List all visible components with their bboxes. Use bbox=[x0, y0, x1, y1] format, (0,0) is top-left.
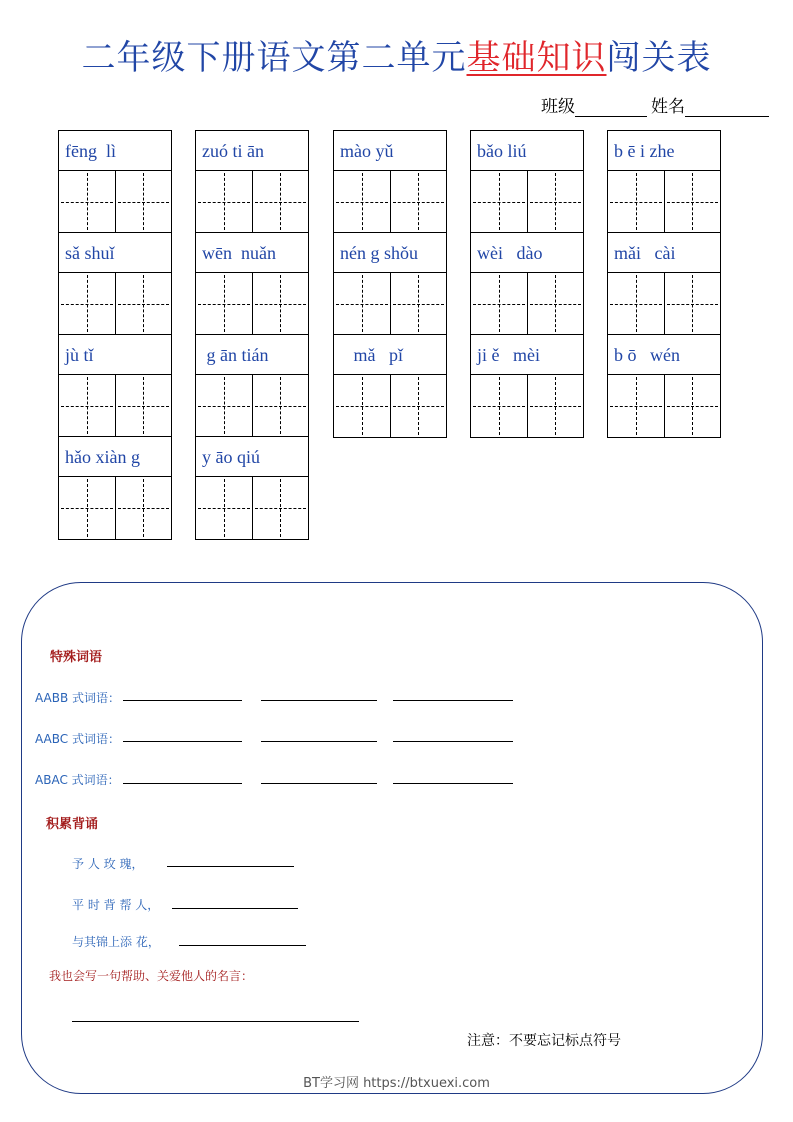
writing-box-pair bbox=[59, 171, 171, 233]
writing-square[interactable] bbox=[471, 273, 527, 334]
aabc-blank-2[interactable] bbox=[261, 741, 377, 742]
writing-square[interactable] bbox=[196, 375, 252, 436]
writing-square[interactable] bbox=[334, 171, 390, 232]
writing-square[interactable] bbox=[334, 375, 390, 437]
aabb-blank-3[interactable] bbox=[393, 700, 513, 701]
writing-box-pair bbox=[196, 273, 308, 335]
recite-title: 积累背诵 bbox=[46, 817, 99, 832]
word-column bbox=[607, 130, 721, 438]
writing-box-pair bbox=[196, 477, 308, 539]
writing-square[interactable] bbox=[390, 375, 447, 437]
writing-square[interactable] bbox=[196, 171, 252, 232]
quote-blank[interactable] bbox=[72, 1021, 359, 1022]
writing-square[interactable] bbox=[664, 375, 721, 437]
footer-watermark: BT学习网 https://btxuexi.com bbox=[303, 1076, 490, 1091]
writing-square[interactable] bbox=[59, 273, 115, 334]
recite-line-1: 予 人 玫 瑰， bbox=[72, 857, 144, 871]
writing-square[interactable] bbox=[59, 171, 115, 232]
writing-box-pair bbox=[334, 273, 446, 335]
name-label: 姓名 bbox=[651, 97, 685, 117]
pinyin-label: mào yǔ bbox=[334, 131, 446, 171]
writing-square[interactable] bbox=[527, 375, 584, 437]
writing-square[interactable] bbox=[59, 477, 115, 539]
recite-line-3: 与其锦上添 花， bbox=[72, 935, 160, 949]
abac-blank-2[interactable] bbox=[261, 783, 377, 784]
writing-box-pair bbox=[334, 375, 446, 437]
pinyin-label: zuó ti ān bbox=[196, 131, 308, 171]
writing-square[interactable] bbox=[252, 273, 309, 334]
aabb-blank-2[interactable] bbox=[261, 700, 377, 701]
writing-square[interactable] bbox=[390, 273, 447, 334]
pinyin-label: fēng lì bbox=[59, 131, 171, 171]
writing-square[interactable] bbox=[390, 171, 447, 232]
quote-prompt: 我也会写一句帮助、关爱他人的名言： bbox=[49, 969, 254, 983]
word-column bbox=[58, 130, 172, 540]
recite-blank-2[interactable] bbox=[172, 908, 298, 909]
recite-blank-3[interactable] bbox=[179, 945, 306, 946]
aabc-blank-1[interactable] bbox=[123, 741, 242, 742]
word-column bbox=[470, 130, 584, 438]
writing-square[interactable] bbox=[196, 477, 252, 539]
writing-box-pair bbox=[334, 171, 446, 233]
aabb-label: AABB 式词语： bbox=[35, 691, 121, 705]
writing-square[interactable] bbox=[59, 375, 115, 436]
writing-square[interactable] bbox=[608, 171, 664, 232]
abac-blank-1[interactable] bbox=[123, 783, 242, 784]
writing-box-pair bbox=[196, 375, 308, 437]
writing-box-pair bbox=[59, 273, 171, 335]
title-highlight: 基础知识 bbox=[466, 38, 607, 78]
aabb-blank-1[interactable] bbox=[123, 700, 242, 701]
pinyin-label: wēn nuǎn bbox=[196, 233, 308, 273]
writing-square[interactable] bbox=[115, 171, 172, 232]
aabc-label: AABC 式词语： bbox=[35, 732, 120, 746]
pinyin-label: nén g shǒu bbox=[334, 233, 446, 273]
writing-square[interactable] bbox=[471, 171, 527, 232]
page-title bbox=[0, 30, 793, 79]
writing-box-pair bbox=[196, 171, 308, 233]
writing-square[interactable] bbox=[527, 273, 584, 334]
title-prefix: 二年级下册语文第二单元 bbox=[81, 38, 467, 78]
recite-line-2: 平 时 背 帮 人， bbox=[72, 898, 160, 912]
pinyin-label: mǎi cài bbox=[608, 233, 720, 273]
writing-square[interactable] bbox=[664, 273, 721, 334]
pinyin-label: b ē i zhe bbox=[608, 131, 720, 171]
abac-blank-3[interactable] bbox=[393, 783, 513, 784]
writing-square[interactable] bbox=[664, 171, 721, 232]
writing-square[interactable] bbox=[608, 273, 664, 334]
pinyin-label: bǎo liú bbox=[471, 131, 583, 171]
writing-square[interactable] bbox=[115, 375, 172, 436]
writing-square[interactable] bbox=[115, 273, 172, 334]
writing-box-pair bbox=[59, 477, 171, 539]
writing-box-pair bbox=[608, 273, 720, 335]
writing-square[interactable] bbox=[252, 375, 309, 436]
pinyin-label: wèi dào bbox=[471, 233, 583, 273]
pinyin-label: ji ě mèi bbox=[471, 335, 583, 375]
title-suffix: 闯关表 bbox=[606, 38, 712, 78]
punctuation-note: 注意：不要忘记标点符号 bbox=[467, 1033, 621, 1049]
pinyin-label: y āo qiú bbox=[196, 437, 308, 477]
writing-square[interactable] bbox=[252, 171, 309, 232]
writing-square[interactable] bbox=[527, 171, 584, 232]
aabc-blank-3[interactable] bbox=[393, 741, 513, 742]
pinyin-label: hǎo xiàn g bbox=[59, 437, 171, 477]
class-blank[interactable] bbox=[575, 98, 647, 117]
recite-blank-1[interactable] bbox=[167, 866, 294, 867]
writing-box-pair bbox=[471, 375, 583, 437]
writing-square[interactable] bbox=[115, 477, 172, 539]
abac-label: ABAC 式词语： bbox=[35, 773, 120, 787]
class-label: 班级 bbox=[541, 97, 575, 117]
writing-square[interactable] bbox=[334, 273, 390, 334]
writing-box-pair bbox=[471, 273, 583, 335]
writing-box-pair bbox=[471, 171, 583, 233]
pinyin-label: b ō wén bbox=[608, 335, 720, 375]
writing-square[interactable] bbox=[196, 273, 252, 334]
pinyin-label: jù tǐ bbox=[59, 335, 171, 375]
special-words-title: 特殊词语 bbox=[50, 650, 103, 665]
word-column bbox=[333, 130, 447, 438]
writing-box-pair bbox=[608, 171, 720, 233]
writing-box-pair bbox=[608, 375, 720, 437]
writing-box-pair bbox=[59, 375, 171, 437]
pinyin-label: mǎ pǐ bbox=[334, 335, 446, 375]
practice-panel bbox=[21, 582, 763, 1094]
writing-square[interactable] bbox=[471, 375, 527, 437]
writing-square[interactable] bbox=[252, 477, 309, 539]
word-column bbox=[195, 130, 309, 540]
class-name-line bbox=[541, 92, 773, 117]
pinyin-label: sǎ shuǐ bbox=[59, 233, 171, 273]
name-blank[interactable] bbox=[685, 98, 769, 117]
writing-square[interactable] bbox=[608, 375, 664, 437]
pinyin-label: g ān tián bbox=[196, 335, 308, 375]
